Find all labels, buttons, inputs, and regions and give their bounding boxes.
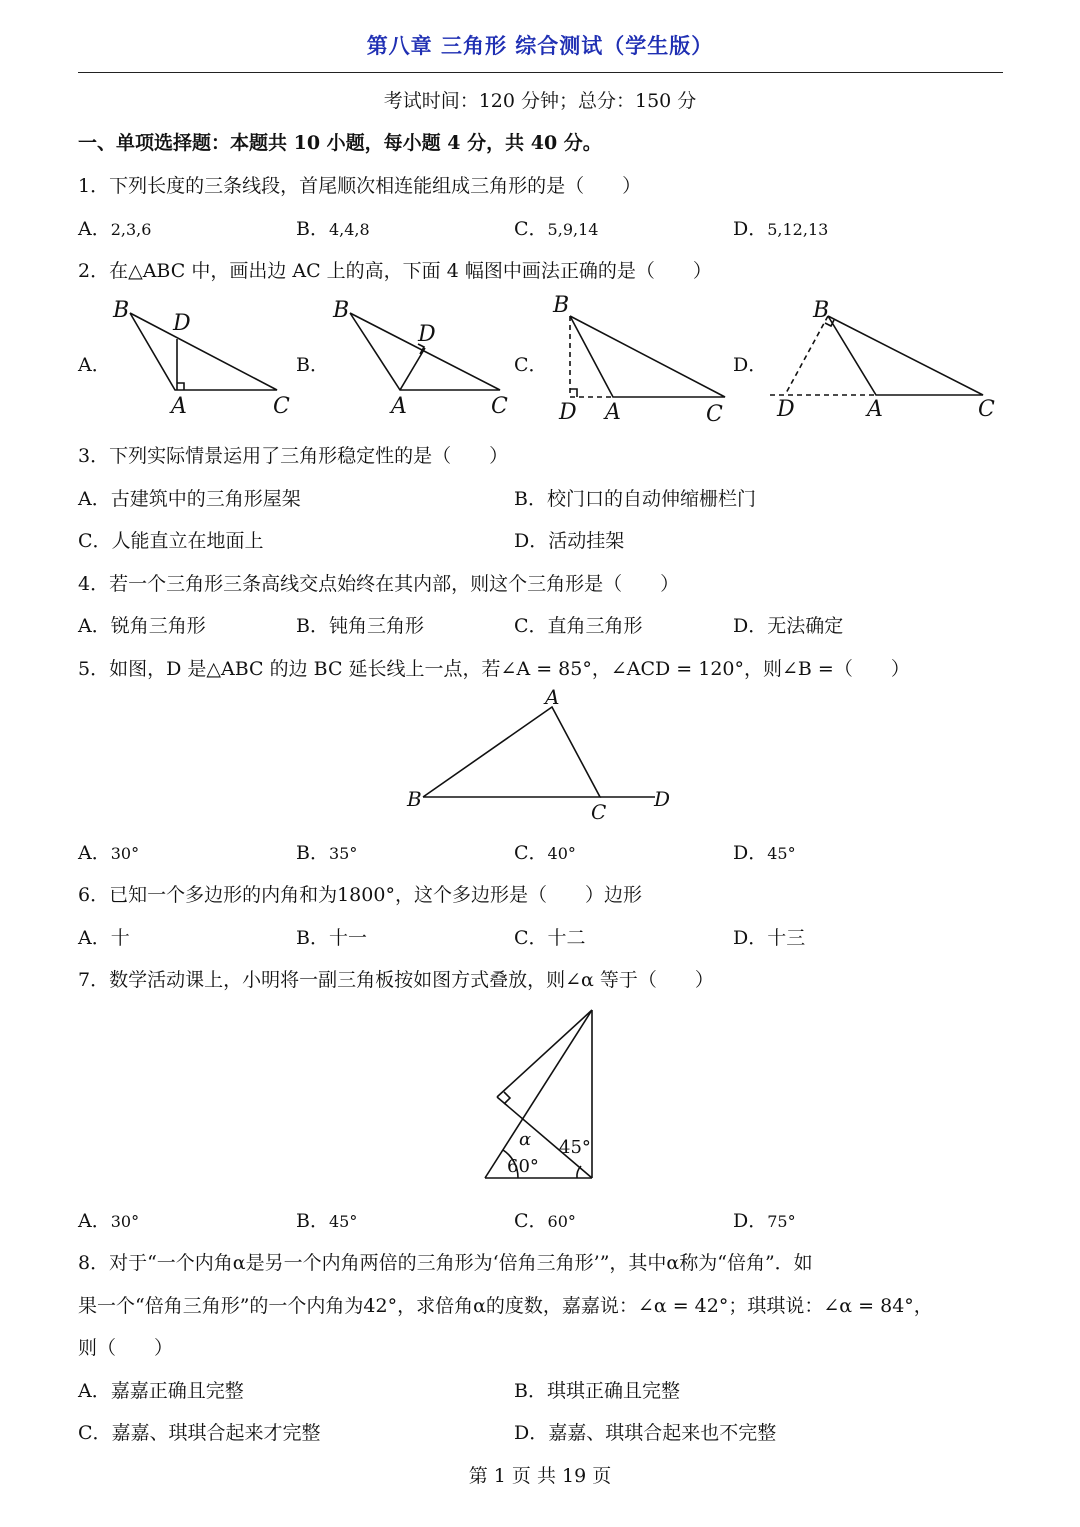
q7-figure [470,1000,610,1190]
q2d-label-d: D [777,397,795,422]
q2-option-b-label: B． [296,354,329,376]
q7-label-60: 60° [507,1156,539,1177]
q3-option-d: D．活动挂架 [514,530,625,552]
q7-option-d-value: 75° [767,1212,796,1231]
q7-option-d [733,1206,796,1233]
q6-option-c: C．十二 [514,927,586,949]
section-heading: 一、单项选择题：本题共 10 小题，每小题 4 分，共 40 分。 [78,132,602,154]
q2b-label-a: A [391,394,407,419]
q1-option-d [733,214,828,241]
question-8-stem-line-3: 则（ ） [78,1337,174,1359]
q7-option-b-label: B． [296,1210,329,1232]
q2-figure-d [765,290,1005,430]
page-number: 第 1 页 共 19 页 [468,1465,612,1487]
question-3-stem: 3．下列实际情景运用了三角形稳定性的是（ ） [78,445,509,467]
q5-option-c-label: C． [514,842,548,864]
q2b-label-d: D [418,322,436,347]
q8-option-d: D．嘉嘉、琪琪合起来也不完整 [514,1422,777,1444]
q5-option-b-value: 35° [328,844,358,863]
q2-figure-b [325,295,520,425]
q1-option-a-value: 2,3,6 [110,220,152,239]
q5-option-a-value: 30° [110,844,140,863]
question-1-stem: 1．下列长度的三条线段，首尾顺次相连能组成三角形的是（ ） [78,175,642,197]
q7-option-c [514,1206,576,1233]
q2a-label-d: D [173,311,191,336]
q5-label-c: C [591,800,607,824]
header-divider [78,72,1003,73]
q7-option-b-value: 45° [328,1212,358,1231]
q8-option-c: C．嘉嘉、琪琪合起来才完整 [78,1422,321,1444]
q7-option-c-value: 60° [547,1212,576,1231]
q1-option-a-label: A． [78,218,111,240]
q2b-label-c: C [491,394,508,419]
q4-option-a: A．锐角三角形 [78,615,206,637]
q3-option-a: A．古建筑中的三角形屋架 [78,488,301,510]
q1-option-b [296,214,370,241]
q3-option-b: B．校门口的自动伸缩栅栏门 [514,488,756,510]
exam-info: 考试时间：120 分钟；总分：150 分 [383,90,697,112]
q1-option-d-value: 5,12,13 [767,220,829,239]
q3-option-c: C．人能直立在地面上 [78,530,264,552]
q7-option-d-label: D． [733,1210,768,1232]
q4-option-b: B．钝角三角形 [296,615,424,637]
q5-option-a-label: A． [78,842,111,864]
q1-option-d-label: D． [733,218,768,240]
q2-option-a-label: A． [78,354,111,376]
q7-label-alpha: α [519,1129,532,1150]
q1-option-c-value: 5,9,14 [547,220,599,239]
q7-option-a-label: A． [78,1210,111,1232]
q5-option-b [296,838,357,865]
q6-option-b: B．十一 [296,927,367,949]
q2d-label-a: A [867,397,883,422]
q5-option-c-value: 40° [547,844,576,863]
q5-figure [395,685,685,825]
q7-option-a-value: 30° [110,1212,140,1231]
q1-option-c [514,214,598,241]
q2a-label-a: A [171,394,187,419]
q5-option-c [514,838,576,865]
question-6-stem: 6．已知一个多边形的内角和为1800°，这个多边形是（ ）边形 [78,884,642,906]
q2c-label-b: B [553,293,570,318]
q2-option-c-label: C． [514,354,548,376]
q1-option-c-label: C． [514,218,548,240]
question-8-stem-line-1: 8．对于“一个内角α是另一个内角两倍的三角形为‘倍角三角形’”，其中α称为“倍角”．如 [78,1252,813,1274]
question-7-stem: 7．数学活动课上，小明将一副三角板按如图方式叠放，则∠α 等于（ ） [78,969,714,991]
q8-option-b: B．琪琪正确且完整 [514,1380,680,1402]
q7-option-b [296,1206,357,1233]
q2d-label-b: B [813,298,830,323]
q2-figure-a [105,295,300,425]
q2a-label-b: B [113,298,130,323]
q6-option-a: A．十 [78,927,130,949]
q5-option-d-value: 45° [767,844,796,863]
q7-label-45: 45° [559,1137,591,1158]
q8-option-a: A．嘉嘉正确且完整 [78,1380,244,1402]
question-8-stem-line-2: 果一个“倍角三角形”的一个内角为42°，求倍角α的度数，嘉嘉说：∠α = 42°；琪琪说：∠α = 84°， [78,1295,933,1317]
q1-option-b-label: B． [296,218,329,240]
q2d-label-c: C [978,397,995,422]
q5-label-a: A [545,685,560,709]
q1-option-a [78,214,151,241]
q7-option-a [78,1206,139,1233]
q2c-label-c: C [706,402,723,427]
q5-label-b: B [407,787,422,811]
q7-option-c-label: C． [514,1210,548,1232]
q2b-label-b: B [333,298,350,323]
q2c-label-d: D [559,400,577,425]
q2-figure-c [545,290,745,430]
q4-option-d: D．无法确定 [733,615,844,637]
q5-option-a [78,838,139,865]
q2a-label-c: C [273,394,290,419]
q1-option-b-value: 4,4,8 [328,220,370,239]
q5-option-d-label: D． [733,842,768,864]
question-4-stem: 4．若一个三角形三条高线交点始终在其内部，则这个三角形是（ ） [78,573,680,595]
q4-option-c: C．直角三角形 [514,615,643,637]
q5-label-d: D [654,787,671,811]
question-2-stem: 2．在△ABC 中，画出边 AC 上的高，下面 4 幅图中画法正确的是（ ） [78,260,712,282]
q2-option-d-label: D． [733,354,768,376]
document-title: 第八章 三角形 综合测试（学生版） [366,33,714,58]
question-5-stem: 5．如图，D 是△ABC 的边 BC 延长线上一点，若∠A = 85°，∠ACD = 120°，则∠B =（ ） [78,658,910,680]
q5-option-b-label: B． [296,842,329,864]
q6-option-d: D．十三 [733,927,806,949]
q5-option-d [733,838,796,865]
q2c-label-a: A [605,400,621,425]
